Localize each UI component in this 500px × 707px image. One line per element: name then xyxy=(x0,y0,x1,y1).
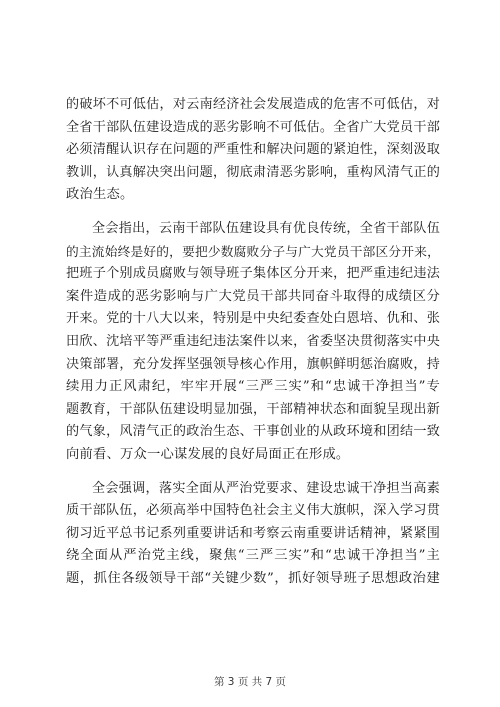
paragraph-gap xyxy=(66,467,440,478)
text-line: 续用力正风肃纪，牢牢开展“三严三实”和“忠诚干净担当”专 xyxy=(66,379,440,395)
text-line: 绕全面从严治党主线，聚焦“三严三实”和“忠诚干净担当”主 xyxy=(66,548,440,564)
text-line: 政治生态。 xyxy=(66,187,134,203)
paragraph-2 xyxy=(66,218,440,467)
text-line: 必须清醒认识存在问题的严重性和解决问题的紧迫性，深刻汲取 xyxy=(66,142,440,158)
document-body xyxy=(66,94,440,590)
text-line: 决策部署，充分发挥坚强领导核心作用，旗帜鲜明惩治腐败，持 xyxy=(66,356,440,372)
paragraph-3 xyxy=(66,478,440,591)
text-line: 把班子个别成员腐败与领导班子集体区分开来，把严重违纪违法 xyxy=(66,266,440,282)
text-line: 的气象，风清气正的政治生态、干事创业的从政环境和团结一致 xyxy=(66,424,440,440)
text-line: 开来。党的十八大以来，特别是中央纪委查处白恩培、仇和、张 xyxy=(66,311,440,327)
paragraph-1 xyxy=(66,94,440,207)
text-line: 田欣、沈培平等严重违纪违法案件以来，省委坚决贯彻落实中央 xyxy=(66,333,440,349)
text-line: 彻习近平总书记系列重要讲话和考察云南重要讲话精神，紧紧围 xyxy=(66,525,440,541)
text-line: 全省干部队伍建设造成的恶劣影响不可低估。全省广大党员干部 xyxy=(66,119,440,135)
text-line: 向前看、万众一心谋发展的良好局面正在形成。 xyxy=(66,446,350,462)
text-line: 的破坏不可低估，对云南经济社会发展造成的危害不可低估，对 xyxy=(66,97,440,112)
page-number-footer: 第 3 页 共 7 页 xyxy=(213,676,287,688)
paragraph-gap xyxy=(66,207,440,218)
text-line: 质干部队伍，必须高举中国特色社会主义伟大旗帜，深入学习贯 xyxy=(66,503,440,519)
text-line: 案件造成的恶劣影响与广大党员干部共同奋斗取得的成绩区分 xyxy=(66,288,440,304)
text-line: 全会指出，云南干部队伍建设具有优良传统，全省干部队伍 xyxy=(92,220,440,236)
text-line: 的主流始终是好的，要把少数腐败分子与广大党员干部区分开来， xyxy=(66,243,440,259)
text-line: 题，抓住各级领导干部“关键少数”，抓好领导班子思想政治建 xyxy=(66,570,440,586)
text-line: 教训，认真解决突出问题，彻底肃清恶劣影响，重构风清气正的 xyxy=(66,164,440,180)
text-line: 题教育，干部队伍建设明显加强，干部精神状态和面貌呈现出新 xyxy=(66,401,440,417)
text-line: 全会强调，落实全面从严治党要求、建设忠诚干净担当高素 xyxy=(92,480,440,496)
